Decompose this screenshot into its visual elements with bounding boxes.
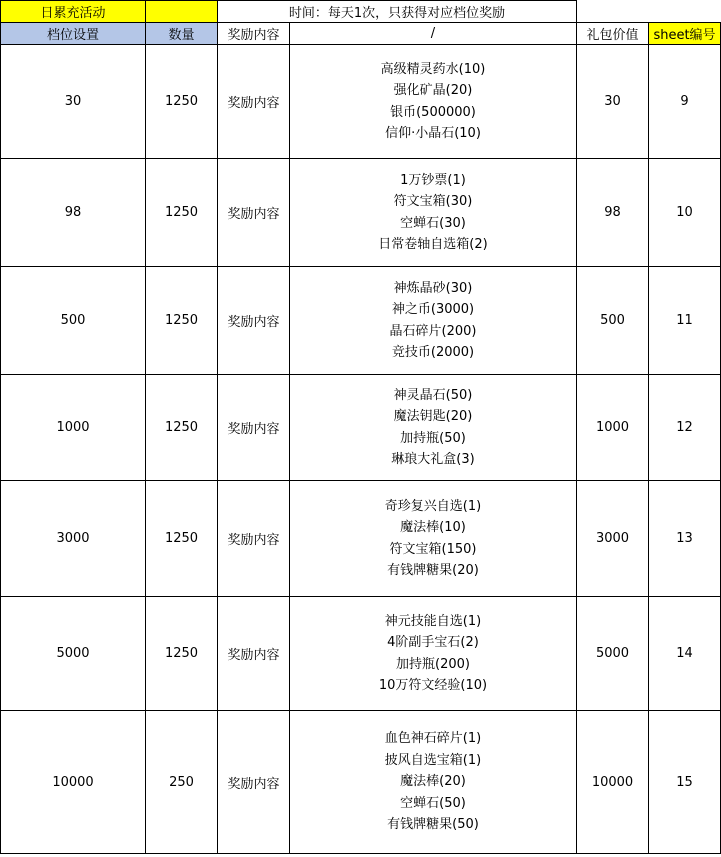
yellow-blank-cell [146, 1, 218, 23]
gift-value-cell: 10000 [577, 711, 649, 854]
col-gift-value: 礼包价值 [577, 23, 649, 45]
quantity-cell: 1250 [146, 267, 218, 375]
gift-value-cell: 3000 [577, 481, 649, 597]
title-row [1, 1, 721, 23]
tier-cell: 10000 [1, 711, 146, 854]
table-row [1, 159, 721, 267]
reward-item: 奇珍复兴自选(1) [384, 498, 482, 514]
table-row [1, 267, 721, 375]
table-row [1, 597, 721, 711]
quantity-cell: 1250 [146, 159, 218, 267]
tier-cell: 98 [1, 159, 146, 267]
reward-item: 魔法棒(20) [400, 774, 466, 790]
tier-cell: 1000 [1, 375, 146, 481]
sheet-no-cell: 15 [649, 711, 721, 854]
tier-cell: 30 [1, 45, 146, 159]
reward-items-cell [290, 45, 577, 159]
reward-item: 琳琅大礼盒(3) [391, 452, 475, 467]
reward-label-cell: 奖励内容 [218, 597, 290, 711]
col-slash: / [290, 23, 577, 45]
reward-items-cell [290, 711, 577, 854]
reward-label-cell: 奖励内容 [218, 267, 290, 375]
empty-header-cell [577, 1, 721, 23]
table-row [1, 481, 721, 597]
reward-items-cell [290, 159, 577, 267]
quantity-cell: 1250 [146, 597, 218, 711]
reward-item: 符文宝箱(150) [389, 541, 477, 557]
reward-item: 空蝉石(30) [400, 215, 466, 231]
reward-item: 10万符文经验(10) [378, 678, 488, 693]
tier-cell: 3000 [1, 481, 146, 597]
reward-label-cell: 奖励内容 [218, 45, 290, 159]
reward-label-cell: 奖励内容 [218, 375, 290, 481]
reward-item: 加持瓶(50) [400, 430, 466, 446]
gift-value-cell: 1000 [577, 375, 649, 481]
quantity-cell: 1250 [146, 481, 218, 597]
sheet-no-cell: 11 [649, 267, 721, 375]
reward-items-cell [290, 375, 577, 481]
quantity-cell: 250 [146, 711, 218, 854]
activity-name: 日累充活动 [1, 1, 146, 23]
reward-item: 4阶副手宝石(2) [387, 635, 479, 650]
tier-cell: 500 [1, 267, 146, 375]
reward-item: 日常卷轴自选箱(2) [378, 237, 488, 252]
reward-item: 魔法钥匙(20) [393, 409, 473, 424]
col-reward-content: 奖励内容 [218, 23, 290, 45]
sheet-no-cell: 12 [649, 375, 721, 481]
reward-item: 竞技币(2000) [391, 345, 475, 360]
reward-label-cell: 奖励内容 [218, 159, 290, 267]
reward-item: 符文宝箱(30) [393, 194, 473, 209]
reward-item: 神炼晶砂(30) [393, 280, 473, 296]
reward-item: 神元技能自选(1) [384, 613, 482, 629]
reward-item: 神灵晶石(50) [393, 387, 473, 403]
reward-item: 信仰·小晶石(10) [385, 126, 481, 141]
reward-item: 披风自选宝箱(1) [384, 752, 482, 768]
reward-item: 晶石碎片(200) [389, 323, 477, 339]
gift-value-cell: 30 [577, 45, 649, 159]
reward-item: 银币(500000) [390, 104, 476, 120]
tier-cell: 5000 [1, 597, 146, 711]
reward-item: 血色神石碎片(1) [384, 731, 482, 747]
reward-item: 魔法棒(10) [400, 520, 466, 535]
column-header-row [1, 23, 721, 45]
reward-label-cell: 奖励内容 [218, 711, 290, 854]
gift-value-cell: 98 [577, 159, 649, 267]
reward-item: 有钱牌糖果(20) [387, 563, 479, 578]
time-note: 时间：每天1次，只获得对应档位奖励 [218, 1, 577, 23]
gift-value-cell: 5000 [577, 597, 649, 711]
reward-item: 1万钞票(1) [400, 172, 466, 188]
col-tier: 档位设置 [1, 23, 146, 45]
col-quantity: 数量 [146, 23, 218, 45]
reward-item: 空蝉石(50) [400, 795, 466, 811]
reward-label-cell: 奖励内容 [218, 481, 290, 597]
sheet-no-cell: 9 [649, 45, 721, 159]
table-row [1, 711, 721, 854]
reward-item: 强化矿晶(20) [393, 83, 473, 98]
reward-item: 高级精灵药水(10) [380, 61, 486, 77]
sheet-no-cell: 13 [649, 481, 721, 597]
table-row [1, 45, 721, 159]
quantity-cell: 1250 [146, 45, 218, 159]
table-row [1, 375, 721, 481]
gift-value-cell: 500 [577, 267, 649, 375]
quantity-cell: 1250 [146, 375, 218, 481]
reward-items-cell [290, 481, 577, 597]
reward-items-cell [290, 267, 577, 375]
reward-item: 神之币(3000) [391, 302, 475, 317]
sheet-no-cell: 10 [649, 159, 721, 267]
reward-item: 有钱牌糖果(50) [387, 817, 479, 833]
sheet-no-cell: 14 [649, 597, 721, 711]
reward-items-cell [290, 597, 577, 711]
reward-item: 加持瓶(200) [396, 656, 470, 672]
col-sheet-no: sheet编号 [649, 23, 721, 45]
